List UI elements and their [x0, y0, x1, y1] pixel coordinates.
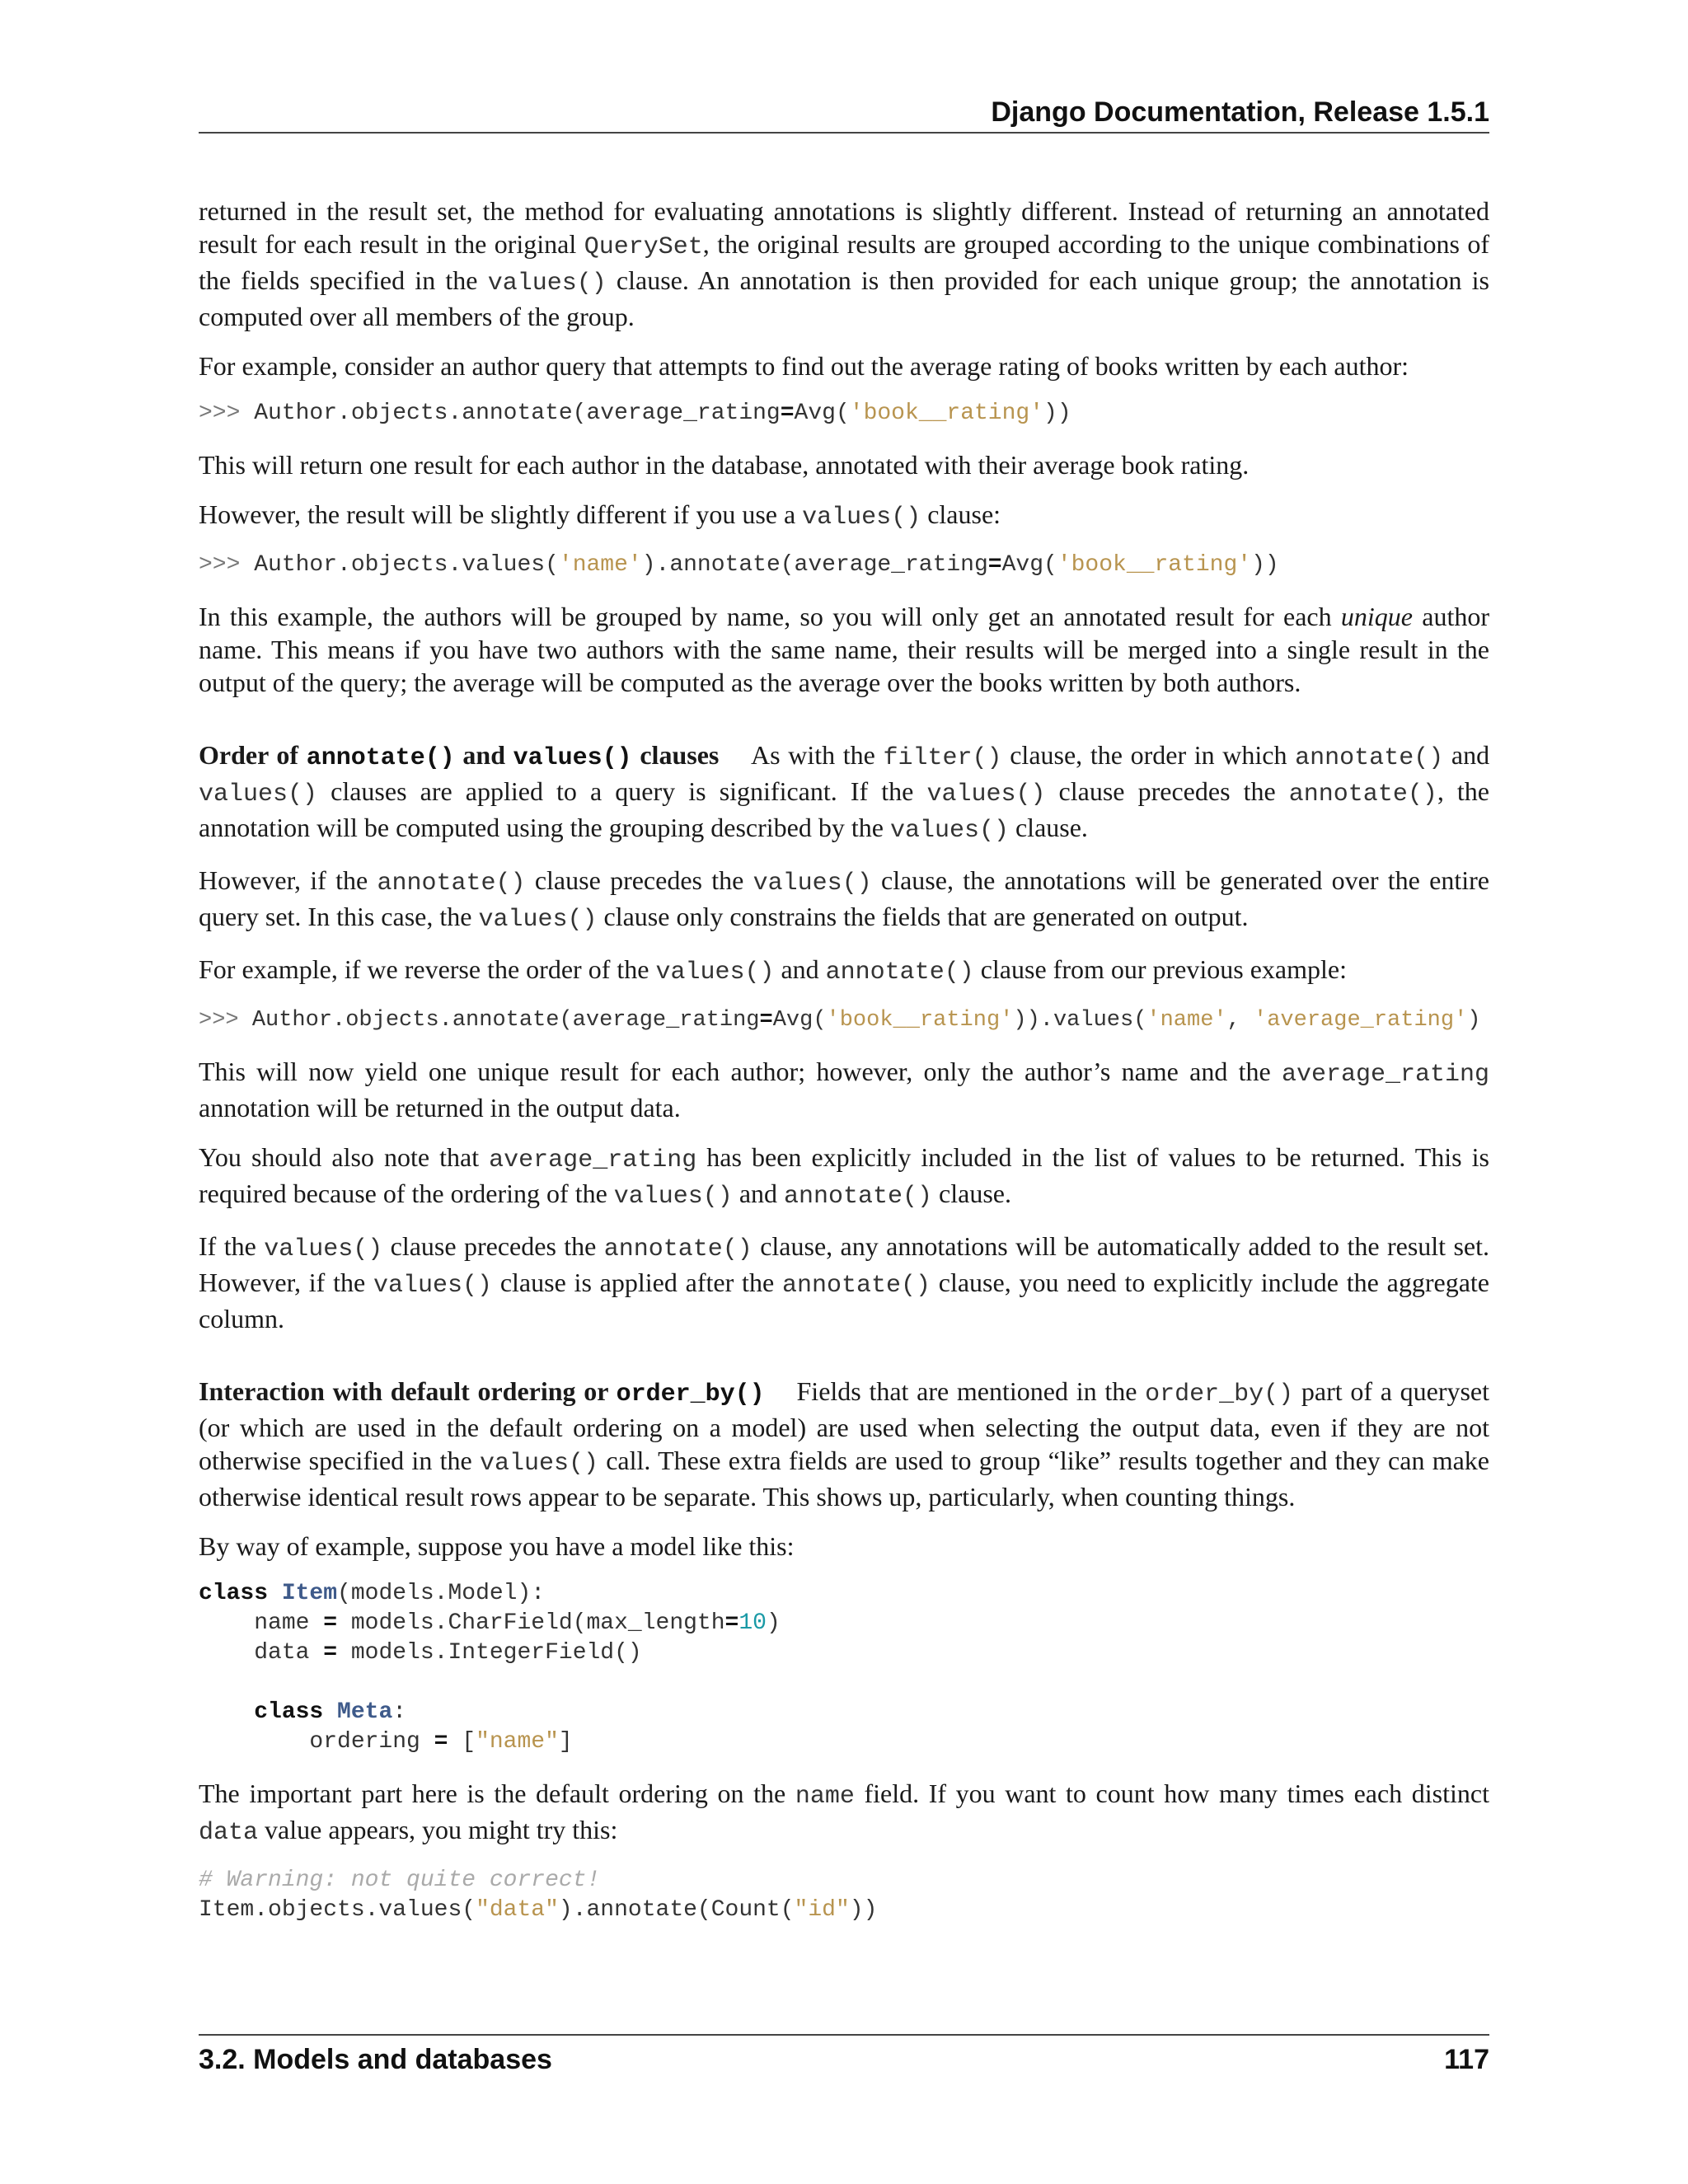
section-heading: Order of annotate() and values() clauses — [199, 740, 720, 772]
page-header — [199, 92, 1489, 134]
paragraph: The important part here is the default ordering on the name field. If you want to count how many times each distinct data value appears, you might try this: — [199, 1779, 1490, 1847]
paragraph: By way of example, suppose you have a model like this: — [199, 1531, 795, 1561]
paragraph: If the values() clause precedes the annotate() clause, any annotations will be automatically added to the result set. However, if the values() clause is applied after the annotate() clause, you need to explicitly include the aggregate column. — [199, 1231, 1490, 1333]
paragraph: For example, consider an author query that attempts to find out the average rating of books written by each author: — [199, 351, 1409, 381]
code-block: >>> Author.objects.annotate(average_rating=Avg('book__rating')) — [199, 401, 1071, 426]
paragraph: You should also note that average_rating has been explicitly included in the list of values to be returned. This is required because of the ordering of the values() and annotate() clause. — [199, 1142, 1490, 1211]
code-block: >>> Author.objects.annotate(average_rating=Avg('book__rating')).values('name', 'average_rating') — [199, 1008, 1481, 1033]
footer-section: 3.2. Models and databases — [199, 2044, 552, 2075]
running-title: Django Documentation, Release 1.5.1 — [991, 96, 1489, 128]
code-block: # Warning: not quite correct! Item.objects.values("data").annotate(Count("id")) — [199, 1868, 878, 1923]
paragraph: This will now yield one unique result for each author; however, only the author’s name and the average_rating annotation will be returned in the output data. — [199, 1057, 1489, 1122]
paragraph: For example, if we reverse the order of the values() and annotate() clause from our previous example: — [199, 954, 1347, 987]
section-heading: Interaction with default ordering or order_by() — [199, 1376, 765, 1408]
paragraph: returned in the result set, the method for evaluating annotations is slightly different. Instead of returning an annotated result for each result in the original QuerySet, the original results are grouped according to the unique combinations of the fields specified in the values() clause. An annotation is then provided for each unique group; the annotation is computed over all members of the group. — [199, 196, 1490, 331]
paragraph: However, the result will be slightly different if you use a values() clause: — [199, 499, 1001, 532]
paragraph: However, if the annotate() clause precedes the values() clause, the annotations will be generated over the entire query set. In this case, the values() clause only constrains the fields that are generated on output. — [199, 865, 1490, 934]
document-body — [199, 194, 1489, 1945]
paragraph-default-ordering: Interaction with default ordering or order_by() Fields that are mentioned in the order_by() part of a queryset (or which are used in the default ordering on a model) are used when selecting the output data, even if they are not otherwise specified in the values() call. These extra fields are used to group “like” results together and they can make otherwise identical result rows appear to be separate. This shows up, particularly, when counting things. — [199, 1376, 1490, 1511]
paragraph-order-of-clauses: Order of annotate() and values() clauses As with the filter() clause, the order in which annotate() and values() clauses are applied to a query is significant. If the values() clause precedes the annotate(), the annotation will be computed using the grouping described by the values() clause. — [199, 740, 1490, 845]
code-block-model: class Item(models.Model): name = models.CharField(max_length=10) data = models.IntegerField() class Meta: ordering = ["name"] — [199, 1581, 781, 1755]
page-number: 117 — [1444, 2044, 1489, 2075]
paragraph: This will return one result for each author in the database, annotated with their average book rating. — [199, 450, 1250, 480]
code-block: >>> Author.objects.values('name').annotate(average_rating=Avg('book__rating')) — [199, 552, 1279, 578]
page-footer — [199, 2034, 1489, 2080]
paragraph: In this example, the authors will be grouped by name, so you will only get an annotated result for each unique author name. This means if you have two authors with the same name, their results will be merged into a single result in the output of the query; the average will be computed as the average over the books written by both authors. — [199, 602, 1490, 697]
